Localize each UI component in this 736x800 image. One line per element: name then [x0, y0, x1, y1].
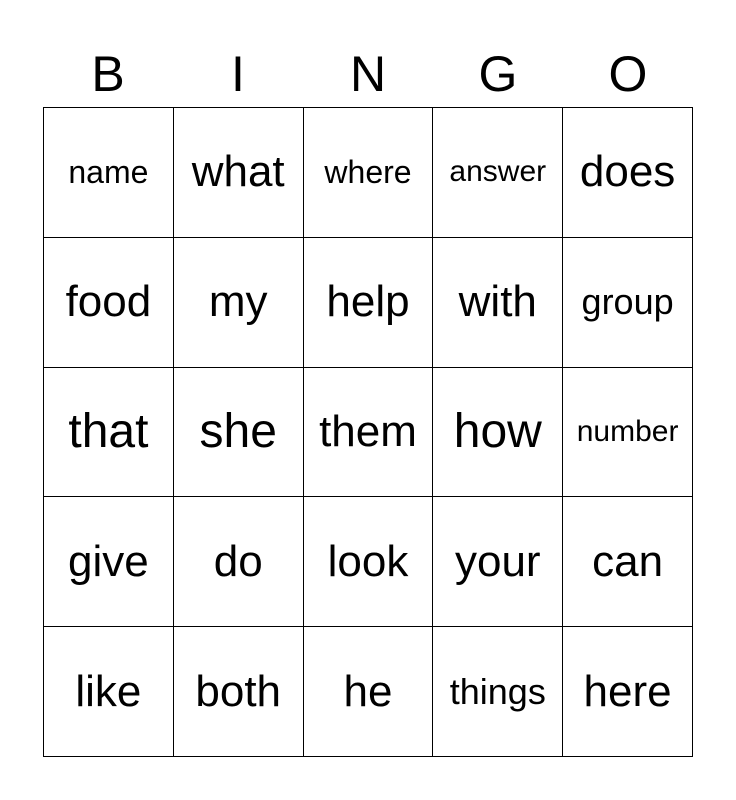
bingo-cell[interactable]: does: [563, 108, 693, 238]
bingo-header: [43, 44, 693, 104]
bingo-cell[interactable]: your: [433, 497, 563, 627]
bingo-cell[interactable]: do: [174, 497, 304, 627]
bingo-cell[interactable]: he: [304, 627, 434, 757]
bingo-cell[interactable]: help: [304, 238, 434, 368]
bingo-cell[interactable]: name: [44, 108, 174, 238]
header-letter-b: B: [91, 46, 125, 102]
bingo-cell[interactable]: number: [563, 368, 693, 498]
bingo-cell[interactable]: my: [174, 238, 304, 368]
bingo-cell[interactable]: look: [304, 497, 434, 627]
bingo-cell[interactable]: that: [44, 368, 174, 498]
bingo-cell[interactable]: things: [433, 627, 563, 757]
bingo-cell[interactable]: both: [174, 627, 304, 757]
bingo-cell[interactable]: with: [433, 238, 563, 368]
bingo-cell[interactable]: group: [563, 238, 693, 368]
header-letter-n: N: [349, 46, 387, 102]
bingo-cell[interactable]: give: [44, 497, 174, 627]
bingo-cell[interactable]: them: [304, 368, 434, 498]
bingo-cell[interactable]: how: [433, 368, 563, 498]
bingo-cell[interactable]: she: [174, 368, 304, 498]
bingo-cell[interactable]: answer: [433, 108, 563, 238]
bingo-cell[interactable]: can: [563, 497, 693, 627]
bingo-cell[interactable]: food: [44, 238, 174, 368]
bingo-board: [43, 107, 693, 757]
header-letter-g: G: [478, 46, 518, 102]
header-letter-o: O: [608, 46, 648, 102]
bingo-cell[interactable]: where: [304, 108, 434, 238]
bingo-cell[interactable]: here: [563, 627, 693, 757]
header-letter-i: I: [231, 46, 245, 102]
bingo-cell[interactable]: what: [174, 108, 304, 238]
bingo-cell[interactable]: like: [44, 627, 174, 757]
